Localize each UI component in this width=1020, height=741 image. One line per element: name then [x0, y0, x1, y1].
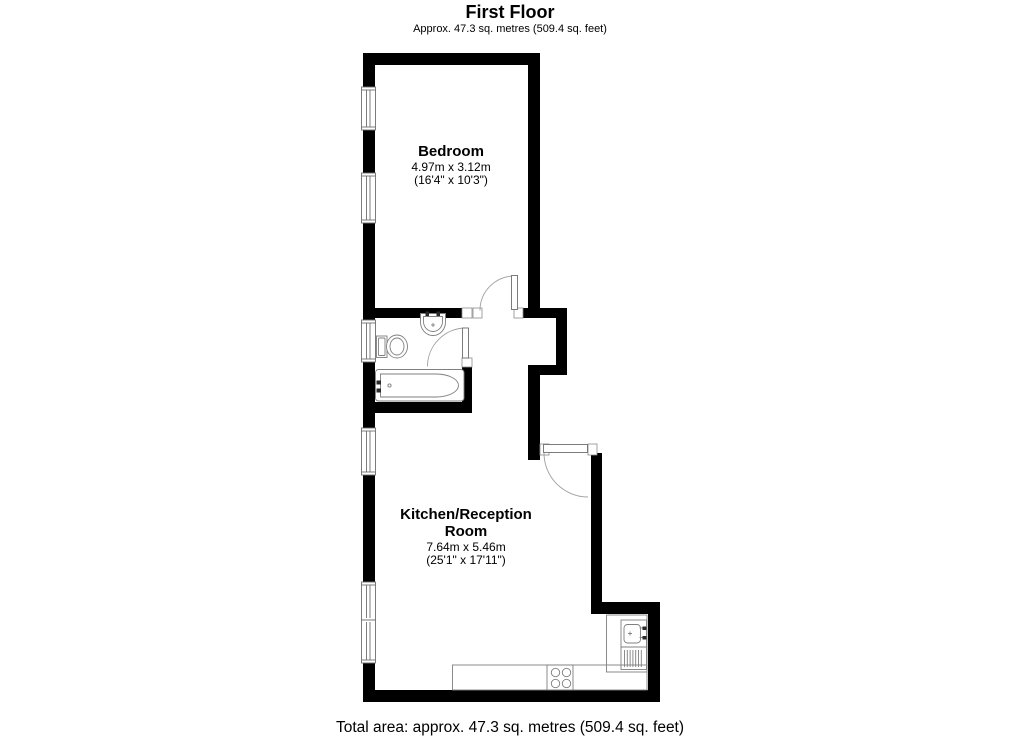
kitchen-size-metric: 7.64m x 5.46m: [426, 539, 506, 554]
wall: [363, 362, 375, 428]
page-title: First Floor: [465, 2, 555, 22]
wall: [528, 375, 540, 460]
bedroom-name: Bedroom: [418, 143, 484, 160]
kitchen-reception-name: Kitchen/Reception Room: [400, 506, 532, 540]
window-icon: [362, 582, 376, 620]
bedroom-size-metric: 4.97m x 3.12m: [411, 159, 491, 174]
wall: [363, 223, 375, 320]
door-leaf: [512, 276, 518, 310]
kitchen-reception-label: [391, 507, 541, 567]
wall: [363, 690, 660, 702]
wall: [363, 53, 375, 87]
wall: [363, 308, 463, 318]
bedroom-label: [371, 144, 531, 188]
page-subtitle: Approx. 47.3 sq. metres (509.4 sq. feet): [413, 23, 607, 35]
door-jamb: [462, 308, 472, 318]
door-leaf: [544, 445, 588, 453]
door-swing-icon: [544, 453, 588, 497]
wall: [591, 453, 602, 614]
counter-bottom: [453, 665, 648, 690]
kitchen-sink-icon: [621, 620, 647, 670]
total-area-text: Total area: approx. 47.3 sq. metres (509.4 sq. feet): [335, 719, 685, 736]
wall: [363, 402, 472, 413]
door-jamb: [473, 308, 482, 318]
wall: [556, 308, 567, 375]
wall: [363, 53, 540, 65]
door-swing-icon: [480, 276, 515, 311]
kitchen-counter: [453, 615, 648, 690]
basin-icon: [421, 312, 446, 336]
door-jamb: [588, 444, 597, 455]
toilet-icon: [377, 335, 408, 358]
window-icon: [362, 320, 376, 362]
entrance-door: [544, 445, 589, 498]
wall: [363, 475, 375, 582]
bathtub-icon: [376, 370, 465, 402]
window-icon: [362, 87, 376, 130]
window-icon: [362, 620, 376, 663]
kitchen-size-imperial: (25'1" x 17'11"): [426, 553, 506, 568]
window-icon: [362, 428, 376, 475]
wall: [648, 602, 660, 702]
bedroom-door: [480, 276, 518, 311]
door-leaf: [463, 328, 469, 358]
wall: [528, 365, 567, 375]
hob-icon: [547, 665, 573, 690]
bedroom-size-imperial: (16'4" x 10'3"): [414, 173, 488, 188]
drainer-lines: [621, 647, 647, 670]
door-jamb: [462, 358, 472, 367]
